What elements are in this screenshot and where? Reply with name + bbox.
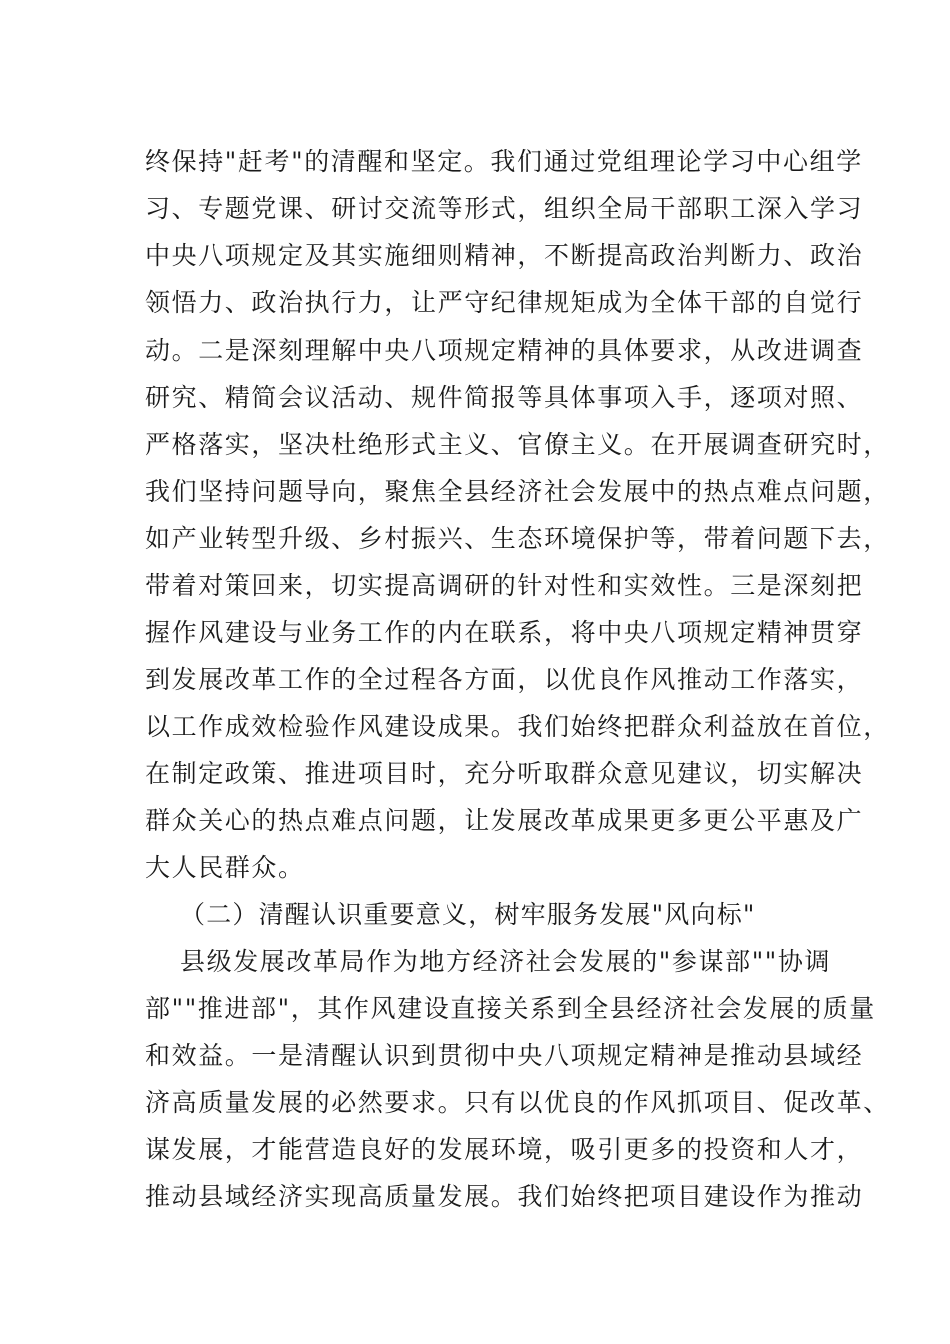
paragraph-line: 到发展改革工作的全过程各方面，以优良作风推动工作落实， (145, 665, 864, 694)
paragraph-line: 终保持"赶考"的清醒和坚定。我们通过党组理论学习中心组学 (145, 147, 863, 176)
paragraph-line: 如产业转型升级、乡村振兴、生态环境保护等，带着问题下去， (145, 524, 890, 553)
paragraph-line: 研究、精简会议活动、规件简报等具体事项入手，逐项对照、 (145, 383, 864, 412)
paragraph-line: 握作风建设与业务工作的内在联系，将中央八项规定精神贯穿 (145, 618, 864, 647)
paragraph-line: 推动县域经济实现高质量发展。我们始终把项目建设作为推动 (145, 1182, 864, 1211)
paragraph-line: 带着对策回来，切实提高调研的针对性和实效性。三是深刻把 (145, 571, 864, 600)
paragraph-line: 严格落实，坚决杜绝形式主义、官僚主义。在开展调查研究时， (145, 430, 890, 459)
paragraph-line: 县级发展改革局作为地方经济社会发展的"参谋部""协调 (180, 947, 832, 976)
paragraph-line: 领悟力、政治执行力，让严守纪律规矩成为全体干部的自觉行 (145, 288, 864, 317)
paragraph-line: 济高质量发展的必然要求。只有以优良的作风抓项目、促改革、 (145, 1088, 890, 1117)
paragraph-line: 谋发展，才能营造良好的发展环境，吸引更多的投资和人才， (145, 1135, 864, 1164)
section-heading: （二）清醒认识重要意义，树牢服务发展"风向标" (180, 900, 756, 929)
paragraph-line: 中央八项规定及其实施细则精神，不断提高政治判断力、政治 (145, 241, 864, 270)
paragraph-line: 在制定政策、推进项目时，充分听取群众意见建议，切实解决 (145, 759, 864, 788)
paragraph-line: 动。二是深刻理解中央八项规定精神的具体要求，从改进调查 (145, 336, 864, 365)
paragraph-line: 我们坚持问题导向，聚焦全县经济社会发展中的热点难点问题， (145, 477, 890, 506)
paragraph-line: 习、专题党课、研讨交流等形式，组织全局干部职工深入学习 (145, 194, 864, 223)
paragraph-line: 部""推进部"，其作风建设直接关系到全县经济社会发展的质量 (145, 994, 876, 1023)
paragraph-line: 大人民群众。 (145, 853, 305, 882)
paragraph-line: 以工作成效检验作风建设成果。我们始终把群众利益放在首位， (145, 712, 890, 741)
paragraph-line: 和效益。一是清醒认识到贯彻中央八项规定精神是推动县域经 (145, 1041, 864, 1070)
paragraph-line: 群众关心的热点难点问题，让发展改革成果更多更公平惠及广 (145, 806, 864, 835)
